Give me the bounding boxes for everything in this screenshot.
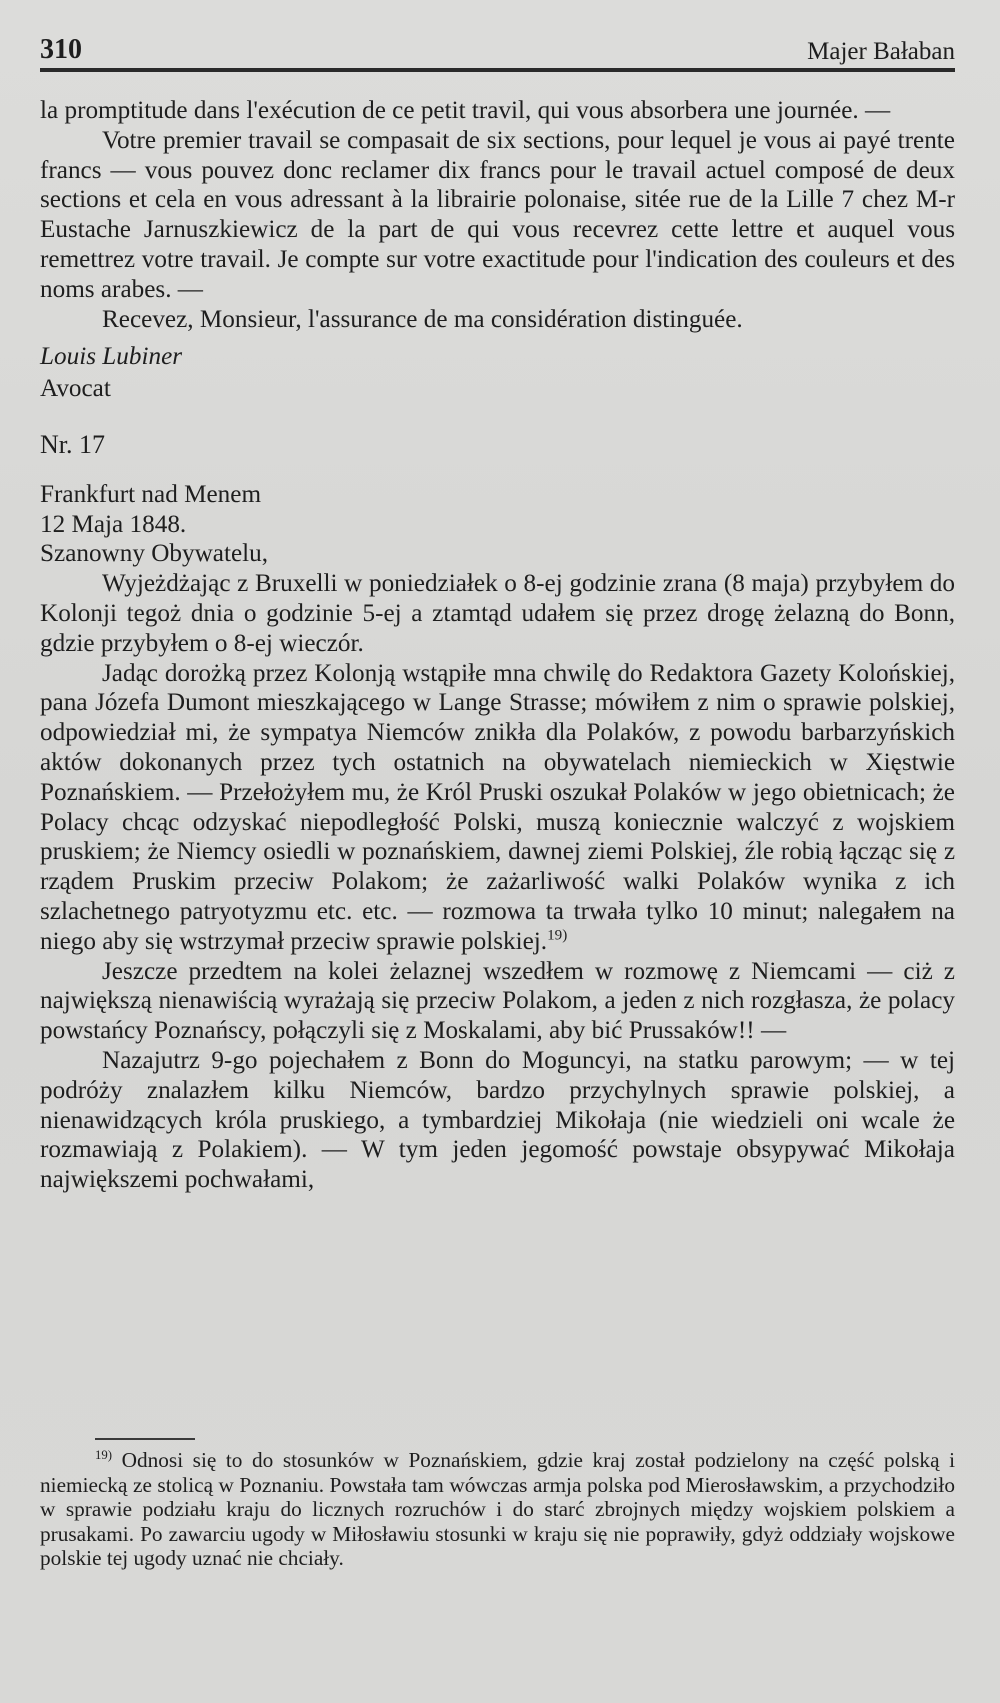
footnote-rule: [95, 1438, 195, 1440]
paragraph: la promptitude dans l'exécution de ce petit travil, qui vous absorbera une journée. —: [40, 97, 891, 124]
signature-name: Louis Lubiner: [40, 343, 183, 371]
header-rule: [40, 68, 955, 72]
paragraph: Recevez, Monsieur, l'assurance de ma considération distinguée.: [102, 305, 743, 333]
footnote-text: Odnosi się to do stosunków w Poznańskiem, gdzie kraj został podzielony na część polską i niemiecką ze stolicą w Poznaniu. Powstała tam wówczas armja polska pod Mierosławskim, a przychodziło w sprawie podziału kraju do licznych rozruchów i do starć zbrojnych między wojskiem polskiem a prusakami. Po zawarciu ugody w Miłosławiu stosunki w kraju się nie poprawiły, gdyż oddziały wojskowe polskie tej ugody uznać nie chciały.: [40, 1448, 955, 1571]
letter-place: Frankfurt nad Menem: [40, 480, 262, 508]
footnote-marker: 19): [95, 1447, 113, 1462]
paragraph: Nazajutrz 9-go pojechałem z Bonn do Moguncyi, na statku parowym; — w tej podróży znalazłem kilku Niemców, bardzo przychylnych sprawie polskiej, a nienawidzących króla pruskiego, a tymbardziej Mikołaja (nie wiedzieli oni wcale że rozmawiają z Polakiem). — W tym jeden jegomość powstaje obsypywać Mikołaja największemi pochwałami,: [40, 1046, 955, 1194]
running-head: Majer Bałaban: [807, 38, 955, 65]
footnote-reference: 19): [547, 927, 568, 944]
paragraph-text: Jadąc dorożką przez Kolonją wstąpiłe mna chwilę do Redaktora Gazety Kolońskiej, pana Józefa Dumont mieszkającego w Lange Strasse; mówiłem z nim o sprawie polskiej, odpowiedział mi, że sympatya Niemców znikła dla Polaków, z powodu barbarzyńskich aktów dokonanych przez tych ostatnich na obywatelach niemieckich w Xięstwie Poznańskiem. — Przełożyłem mu, że Król Pruski oszukał Polaków w jego obietnicach; że Polacy chcąc odzyskać niepodległość Polski, muszą koniecznie walczyć z wojskiem pruskiem; że Niemcy osiedli w poznańskiem, dawnej ziemi Polskiej, źle robią łącząc się z rządem Pruskim przeciw Polakom; że zażarliwość walki Polaków wynika z ich szlachetnego patryotyzmu etc. etc. — rozmowa ta trwała tylko 10 minut; nalegałem na niego aby się wstrzymał przeciw sprawie polskiej.: [40, 659, 955, 955]
document-number: Nr. 17: [40, 429, 105, 459]
page-number: 310: [40, 34, 82, 65]
salutation: Szanowny Obywatelu,: [40, 540, 269, 568]
signature-title: Avocat: [40, 375, 111, 403]
page-header: [40, 30, 955, 66]
letter-date: 12 Maja 1848.: [40, 510, 187, 538]
footnotes: [40, 1448, 955, 1571]
paragraph: [40, 659, 955, 957]
paragraph: Jeszcze przedtem na kolei żelaznej wszedłem w rozmowę z Niemcami — ciż z największą nienawiścią wyrażają się przeciw Polakom, a jeden z nich rozgłasza, że polacy powstańcy Poznańscy, połączyli się z Moskalami, aby bić Prussaków!! —: [40, 957, 955, 1045]
paragraph: Votre premier travail se compasait de six sections, pour lequel je vous ai payé trente francs — vous pouvez donc reclamer dix francs pour le travail actuel composé de deux sections et cela en vous adressant à la librairie polonaise, sitée rue de la Lille 7 chez M-r Eustache Jarnuszkiewicz de la part de qui vous recevrez cette lettre et auquel vous remettrez votre travail. Je compte sur votre exactitude pour l'indication des couleurs et des noms arabes. —: [40, 126, 955, 303]
paragraph: Wyjeżdżając z Bruxelli w poniedziałek o 8-ej godzinie zrana (8 maja) przybyłem do Kolonji tegoż dnia o godzinie 5-ej a ztamtąd udałem się przez drogę żelazną do Bonn, gdzie przybyłem o 8-ej wieczór.: [40, 570, 955, 657]
body-text: [40, 96, 955, 1195]
footnote: [40, 1448, 955, 1571]
